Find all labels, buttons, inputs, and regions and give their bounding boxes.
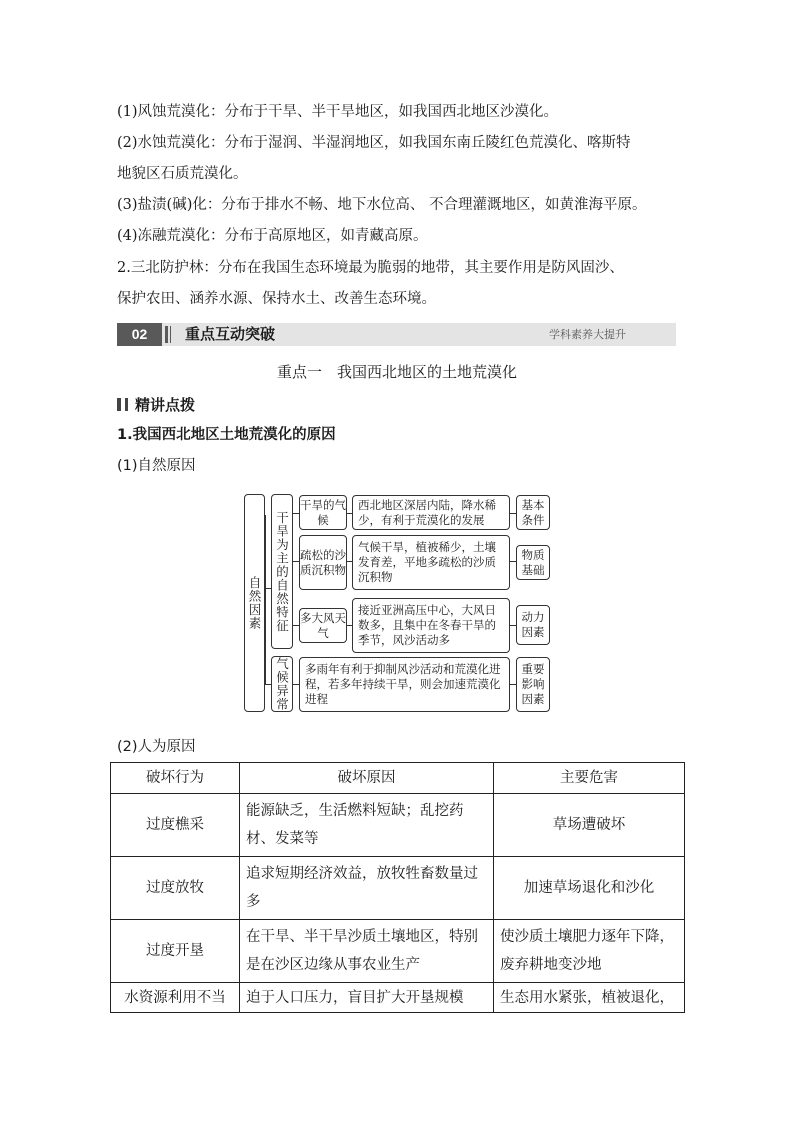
diagram-group-drought: 干旱为主的自然特征	[271, 494, 293, 649]
table-cell: 在干旱、半干旱沙质土壤地区，特别是在沙区边缘从事农业生产	[240, 920, 494, 983]
table-cell: 追求短期经济效益，放牧牲畜数量过多	[240, 857, 494, 920]
intro-line-7: 保护农田、涵养水源、保持水土、改善生态环境。	[117, 291, 436, 307]
natural-heading: (1)自然原因	[117, 458, 196, 474]
role-box-important-factor: 重要影响因素	[516, 657, 550, 712]
role-box-basic-condition: 基本条件	[516, 495, 550, 530]
factor-box-windy: 多大风天气	[299, 608, 347, 643]
factor-box-sandy-deposits: 疏松的沙质沉积物	[299, 535, 347, 590]
diagram-connector	[265, 515, 266, 685]
table-cell: 能源缺乏，生活燃料短缺；乱挖药材、发菜等	[240, 794, 494, 857]
table-row	[111, 920, 685, 983]
role-box-dynamic-factor: 动力因素	[516, 605, 550, 645]
section-tagline: 学科素养大提升	[549, 328, 626, 341]
section-number: 02	[117, 323, 162, 346]
intro-line-3: 地貌区石质荒漠化。	[117, 166, 248, 182]
section-divider-thin	[170, 326, 171, 343]
table-cell: 使沙质土壤肥力逐年下降，废弃耕地变沙地	[494, 920, 685, 983]
diagram-group-climate-anomaly: 气候异常	[271, 656, 293, 712]
table-row	[111, 983, 685, 1013]
diagram-root: 自然因素	[244, 494, 265, 712]
table-cell: 水资源利用不当	[111, 983, 240, 1013]
intro-line-5: (4)冻融荒漠化：分布于高原地区，如青藏高原。	[117, 228, 428, 244]
desc-box-sandy-deposits: 气候干旱，植被稀少，土壤发育差，平地多疏松的沙质沉积物	[352, 535, 510, 590]
table-cell: 过度放牧	[111, 857, 240, 920]
focus-title: 重点一 我国西北地区的土地荒漠化	[276, 363, 517, 381]
role-box-material-basis: 物质基础	[516, 545, 550, 580]
cause-heading: 1.我国西北地区土地荒漠化的原因	[117, 427, 336, 443]
intro-line-4: (3)盐渍(碱)化：分布于排水不畅、地下水位高、 不合理灌溉地区，如黄淮海平原。	[117, 197, 647, 213]
intro-line-6: 2.三北防护林：分布在我国生态环境最为脆弱的地带，其主要作用是防风固沙、	[117, 260, 624, 276]
table-cell: 迫于人口压力，盲目扩大开垦规模	[240, 983, 494, 1013]
table-cell: 加速草场退化和沙化	[494, 857, 685, 920]
table-cell: 过度樵采	[111, 794, 240, 857]
table-cell: 草场遭破坏	[494, 794, 685, 857]
human-heading: (2)人为原因	[117, 739, 196, 755]
desc-box-climate-anomaly: 多雨年有利于抑制风沙活动和荒漠化进程，若多年持续干旱，则会加速荒漠化进程	[299, 657, 510, 712]
table-header-row	[111, 763, 685, 794]
factor-box-dry-climate: 干旱的气候	[299, 495, 347, 530]
subsection-label: 精讲点拨	[135, 396, 196, 414]
intro-line-2: (2)水蚀荒漠化：分布于湿润、半湿润地区，如我国东南丘陵红色荒漠化、喀斯特	[117, 135, 631, 151]
table-cell: 生态用水紧张，植被退化，	[494, 983, 685, 1013]
table-cell: 过度开垦	[111, 920, 240, 983]
section-divider	[165, 326, 168, 343]
table-header: 破坏原因	[240, 763, 494, 794]
subsection-marker-icon	[117, 398, 128, 411]
table-header: 主要危害	[494, 763, 685, 794]
table-row	[111, 794, 685, 857]
table-row	[111, 857, 685, 920]
section-title: 重点互动突破	[185, 325, 276, 343]
desc-box-windy: 接近亚洲高压中心，大风日数多，且集中在冬春干旱的季节，风沙活动多	[352, 598, 510, 653]
subsection-heading	[117, 394, 195, 415]
desc-box-dry-climate: 西北地区深居内陆，降水稀少，有利于荒漠化的发展	[352, 495, 510, 530]
table-header: 破坏行为	[111, 763, 240, 794]
human-causes-table	[110, 762, 685, 1013]
section-bar	[117, 323, 676, 346]
intro-line-1: (1)风蚀荒漠化：分布于干旱、半干旱地区，如我国西北地区沙漠化。	[117, 104, 559, 120]
